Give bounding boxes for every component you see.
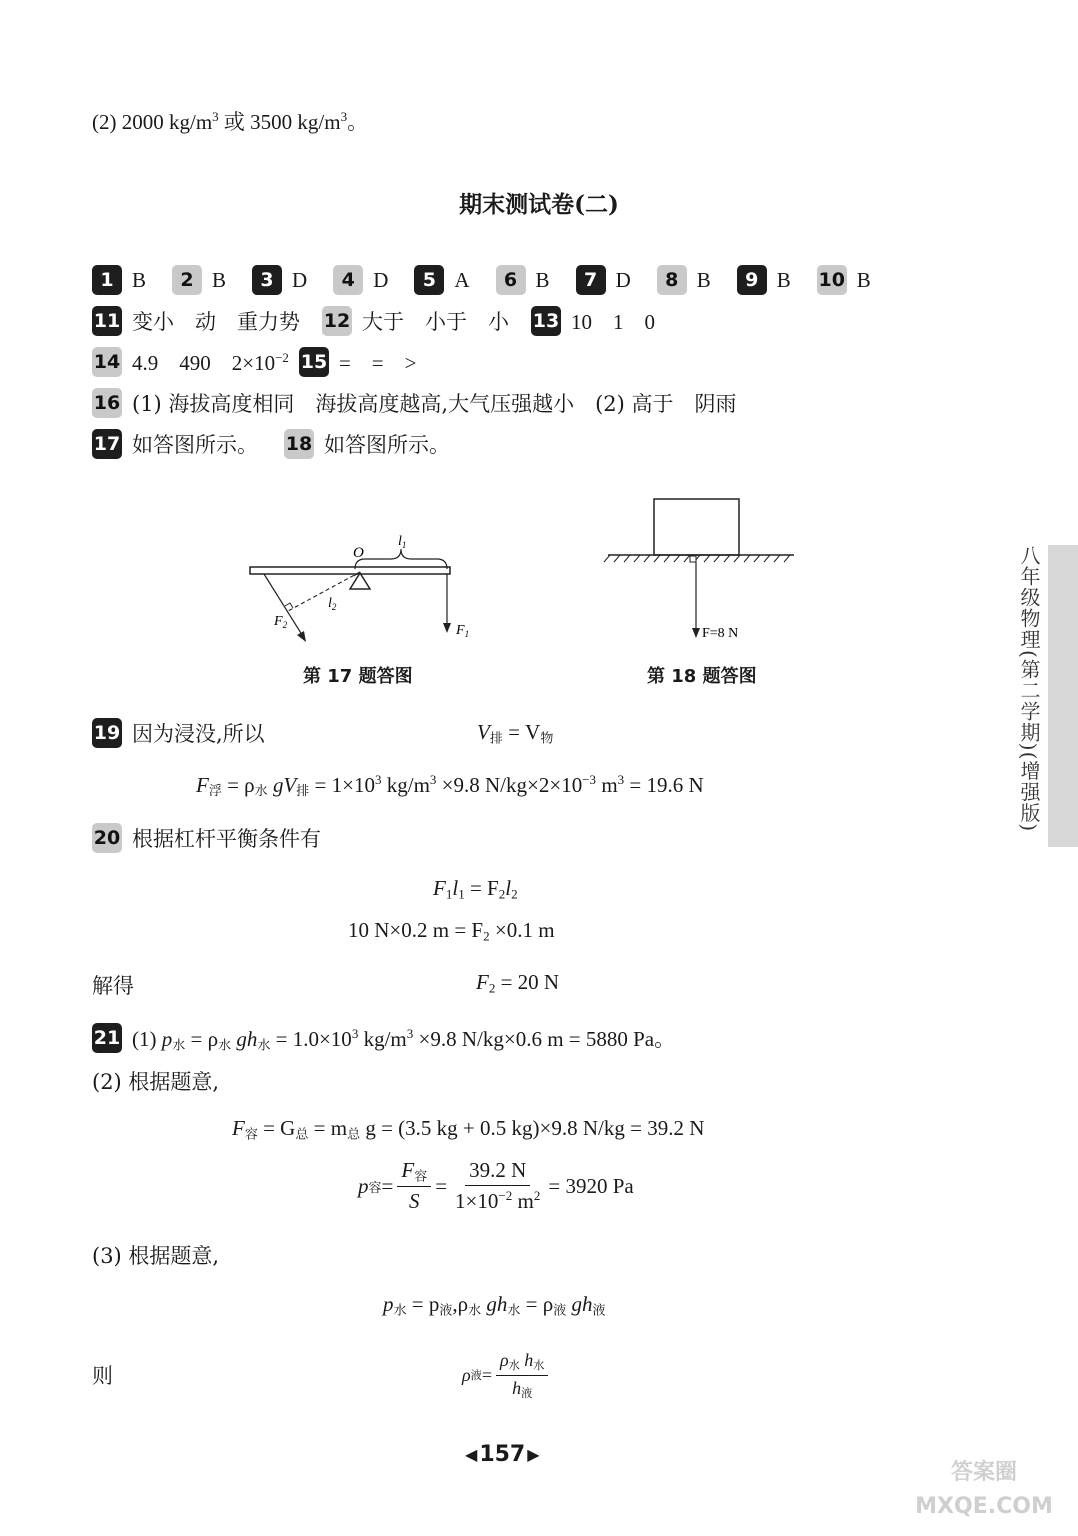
question-number-badge: 4 <box>333 265 363 295</box>
part3-label: (3) 根据题意, <box>92 1244 220 1268</box>
force-f-arrowhead <box>692 628 700 638</box>
label-f: F=8 N <box>702 626 739 641</box>
left-triangle-icon: ◀ <box>465 1445 478 1464</box>
fraction-values: $\frac{39.2 N}{1\times 10^{-2} m^2}$ <box>455 1158 541 1214</box>
question-number-badge: 8 <box>657 265 687 295</box>
answer-row-21 <box>92 1023 675 1053</box>
label-o: O <box>353 545 364 561</box>
answer-text: 4.9 490 $2\times 10^{-2}$ <box>132 350 289 375</box>
force-origin-square <box>690 556 696 562</box>
answer-text: 如答图所示。 <box>324 433 450 457</box>
answer-text: 变小 动 重力势 <box>132 310 300 334</box>
answer-value: D <box>373 267 389 292</box>
side-tab-marker <box>1048 545 1078 847</box>
equation-f2-result: $F_2 = 20$ N <box>476 970 560 996</box>
answer-value: A <box>454 267 470 292</box>
equation-lever-values: 10 N×0.2 $m = F_2 \times 0.1$ m <box>348 918 555 944</box>
answer-value: B <box>776 267 791 292</box>
answer-text: (1) $p_水 = \rho_水$ $gh_水 = 1.0\times 10^3$ $kg/m^3 \times 9.8$ N/kg×0.6 m = 5880 Pa。 <box>132 1026 676 1053</box>
answer-value: B <box>856 267 871 292</box>
right-angle-mark <box>285 603 293 608</box>
label-l2: $l_2$ <box>328 596 337 612</box>
figure-18-caption: 第 18 题答图 <box>647 666 757 687</box>
l1-brace <box>355 549 447 569</box>
question-number-badge: 15 <box>299 347 329 377</box>
answer-value: B <box>132 267 147 292</box>
fraction-f-over-s: $\frac{F_容}{S}$ <box>397 1158 431 1214</box>
answer-text: 根据杠杆平衡条件有 <box>132 827 321 851</box>
page-number: ◀ 157 ▶ <box>465 1442 540 1467</box>
question-number-badge: 3 <box>252 265 282 295</box>
question-number-badge: 12 <box>322 306 352 336</box>
then-label: 则 <box>92 1364 113 1388</box>
answer-row-20 <box>92 823 321 853</box>
equation-v: $V_排 = V_物$ <box>477 720 554 746</box>
question-number-badge: 20 <box>92 823 122 853</box>
block-diagram <box>600 494 800 649</box>
equation-buoyancy: $F_浮 = \rho_水$ $gV_排 = 1\times 10^3$ $kg/m^3 \times 9.8$ $N/kg\times 2\times 10^{-3}$ $m^3 = 19.6$ N <box>196 772 704 799</box>
question-number-badge: 16 <box>92 388 122 418</box>
side-tab-text: 八年级物理(第二学期)(增强版) <box>1017 545 1041 833</box>
label-l1: $l_1$ <box>398 534 407 550</box>
question-number-badge: 19 <box>92 718 122 748</box>
question-number-badge: 11 <box>92 306 122 336</box>
answer-row-14-15 <box>92 347 416 377</box>
answer-text: 大于 小于 小 <box>362 310 509 334</box>
answer-value: B <box>535 267 550 292</box>
block <box>654 499 739 555</box>
prev-answer-line: (2) 2000 $kg/m^3$ 或 3500 $kg/m^3$。 <box>92 109 369 134</box>
question-number-badge: 13 <box>531 306 561 336</box>
equation-lever-balance: $F_1l_1 = F_2l_2$ <box>433 876 518 902</box>
question-number-badge: 14 <box>92 347 122 377</box>
answer-text: 因为浸没,所以 <box>132 722 265 746</box>
equation-pressure-equal: $p_水 = p_液,\rho_水$ $gh_水 = \rho_液$ $gh_液$ <box>383 1292 606 1318</box>
answer-text: (1) 海拔高度相同 海拔高度越高,大气压强越小 (2) 高于 阴雨 <box>132 392 737 416</box>
solve-label: 解得 <box>92 974 134 998</box>
answer-row-17-18 <box>92 429 450 459</box>
right-triangle-icon: ▶ <box>527 1445 540 1464</box>
force-f2-arrowhead <box>297 631 306 642</box>
label-f1: $F_1$ <box>456 623 470 639</box>
watermark: 答案圈 MXQE.COM <box>915 1460 1053 1519</box>
part2-label: (2) 根据题意, <box>92 1070 220 1094</box>
question-number-badge: 6 <box>496 265 526 295</box>
answer-value: D <box>292 267 308 292</box>
section-title: 期末测试卷(二) <box>459 191 619 218</box>
answer-text: 10 1 0 <box>571 310 655 334</box>
ground-hatch <box>604 555 790 562</box>
question-number-badge: 17 <box>92 429 122 459</box>
answer-row-11-13 <box>92 306 655 336</box>
question-number-badge: 21 <box>92 1023 122 1053</box>
question-number-badge: 18 <box>284 429 314 459</box>
question-number-badge: 1 <box>92 265 122 295</box>
question-number-badge: 5 <box>414 265 444 295</box>
l2-dashed-line <box>288 572 360 611</box>
answer-row-16 <box>92 388 737 418</box>
equation-pressure-container: p 容 = $\frac{F_容}{S}$ = $\frac{39.2 N}{1\times 10^{-2} m^2}$ = 3920 Pa <box>358 1158 634 1214</box>
question-number-badge: 2 <box>172 265 202 295</box>
equation-density-liquid: ρ 液 = $\frac{\rho_水 h_水}{h_液}$ <box>462 1350 552 1401</box>
answer-value: B <box>696 267 711 292</box>
lever-diagram <box>240 525 470 655</box>
force-f1-arrowhead <box>443 623 451 633</box>
lever-bar <box>250 567 450 574</box>
answer-value: B <box>212 267 227 292</box>
answer-row-19 <box>92 718 265 748</box>
mc-answer-row <box>92 265 897 295</box>
question-number-badge: 9 <box>737 265 767 295</box>
answer-text: = = > <box>338 351 417 375</box>
equation-force-total: $F_容 = G_总 = m_总$ g = (3.5 kg + 0.5 kg)×9.8 N/kg = 39.2 N <box>232 1116 705 1142</box>
fraction-density: $\frac{\rho_水 h_水}{h_液}$ <box>496 1350 548 1401</box>
question-number-badge: 10 <box>817 265 847 295</box>
figure-17-caption: 第 17 题答图 <box>303 666 413 687</box>
answer-text: 如答图所示。 <box>132 433 258 457</box>
question-number-badge: 7 <box>576 265 606 295</box>
answer-value: D <box>615 267 631 292</box>
label-f2: $F_2$ <box>274 614 288 630</box>
